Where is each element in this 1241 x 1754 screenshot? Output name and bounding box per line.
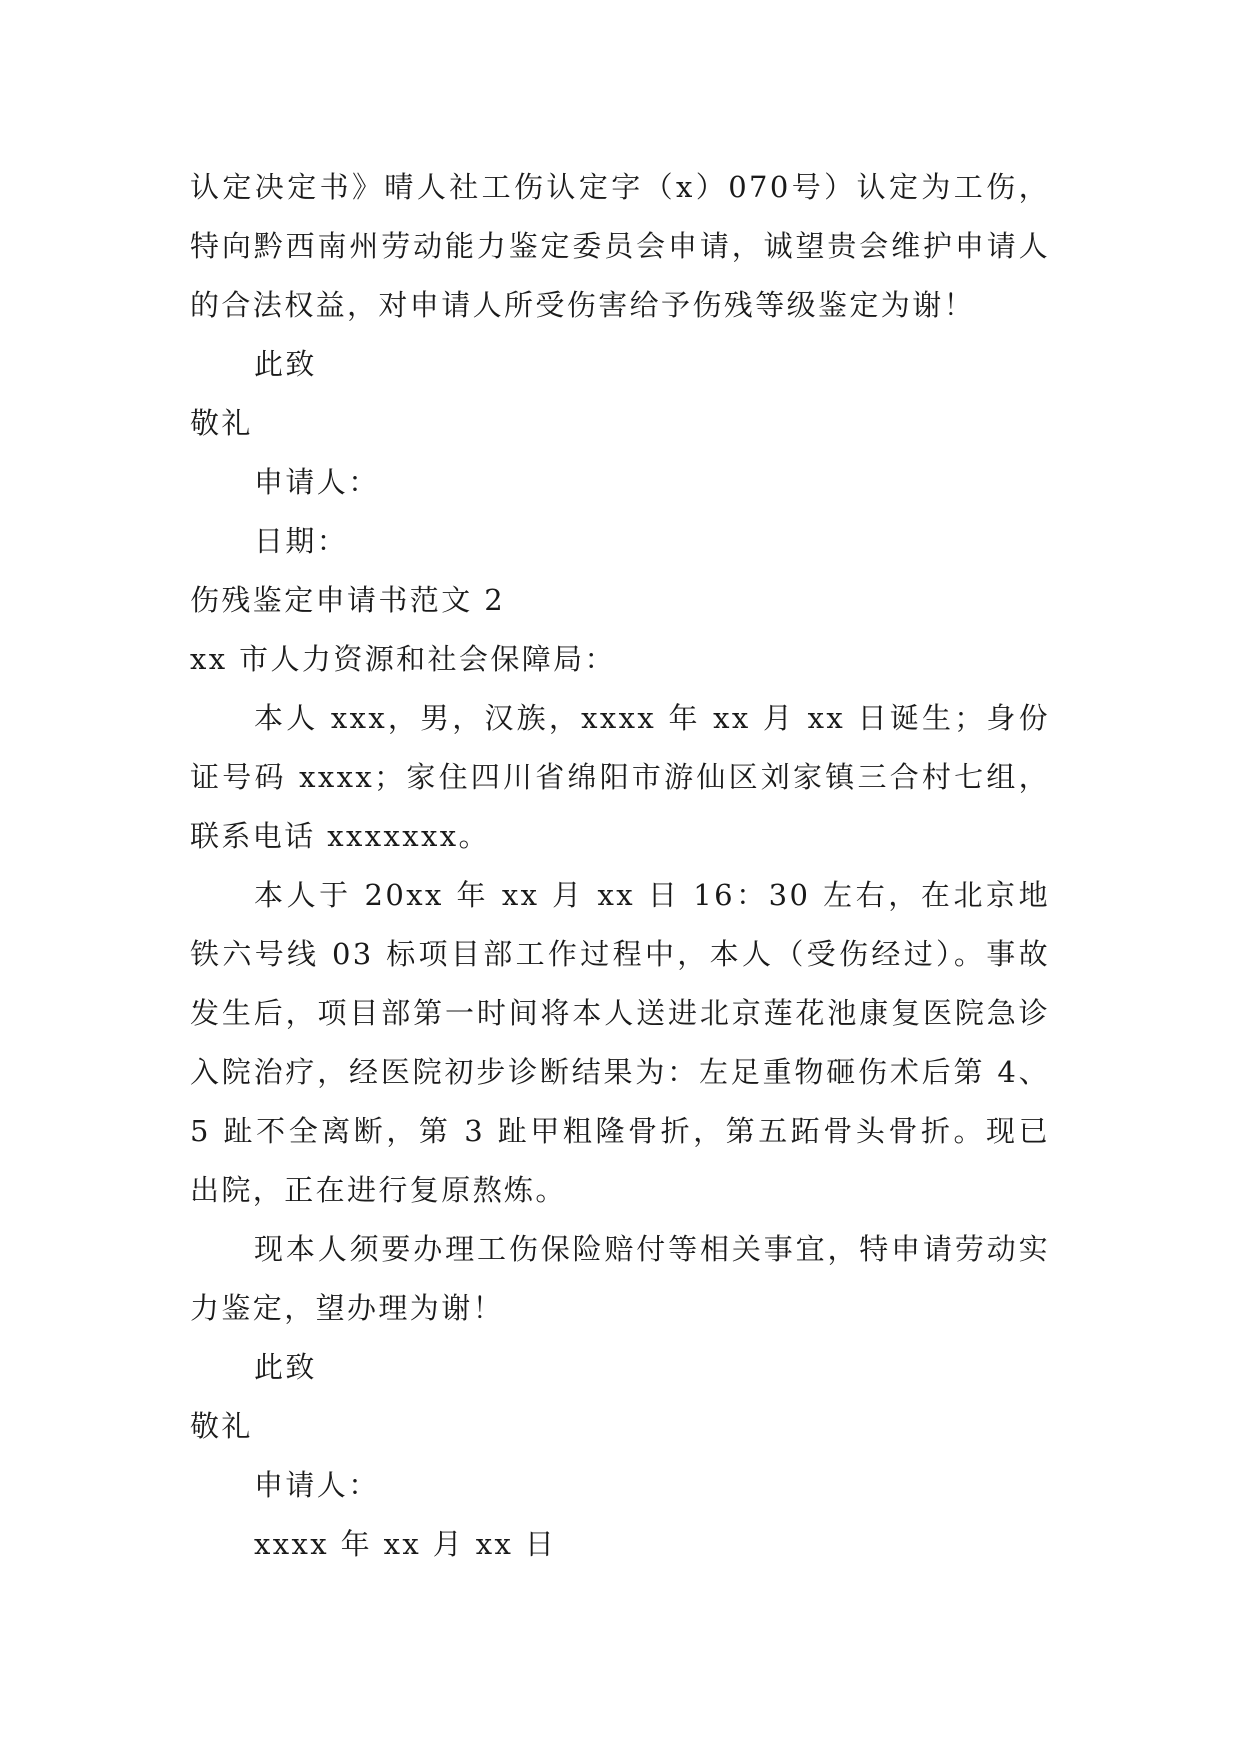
- date-line: xxxx 年 xx 月 xx 日: [254, 1527, 557, 1561]
- section-title: 伤残鉴定申请书范文 2: [190, 583, 506, 617]
- closing-salutation: 此致: [254, 347, 317, 381]
- document-body: [190, 158, 1050, 1574]
- applicant-label: 申请人：: [254, 465, 380, 499]
- paragraph-request: 现本人须要办理工伤保险赔付等相关事宜，特申请劳动实力鉴定，望办理为谢！: [190, 1232, 1050, 1325]
- closing-regards-2: 敬礼: [190, 1409, 253, 1443]
- date-label: 日期：: [254, 524, 349, 558]
- paragraph-incident: 本人于 20xx 年 xx 月 xx 日 16：30 左右，在北京地铁六号线 03 标项目部工作过程中，本人（受伤经过）。事故发生后，项目部第一时间将本人送进北京莲花池康复医院急诊入院治疗，经医院初步诊断结果为：左足重物砸伤术后第 4、5 趾不全离断，第 3 趾甲粗隆骨折，第五跖骨头骨折。现已出院，正在进行复原熬炼。: [190, 878, 1050, 1207]
- closing-regards: 敬礼: [190, 406, 253, 440]
- addressee: xx 市人力资源和社会保障局：: [190, 642, 616, 676]
- closing-salutation-2: 此致: [254, 1350, 317, 1384]
- applicant-label-2: 申请人：: [254, 1468, 380, 1502]
- paragraph-personal-info: 本人 xxx，男，汉族，xxxx 年 xx 月 xx 日诞生；身份证号码 xxxx；家住四川省绵阳市游仙区刘家镇三合村七组，联系电话 xxxxxxx。: [190, 701, 1050, 853]
- paragraph-request-conclusion: 认定决定书》晴人社工伤认定字（x）070号）认定为工伤，特向黔西南州劳动能力鉴定委员会申请，诚望贵会维护申请人的合法权益，对申请人所受伤害给予伤残等级鉴定为谢！: [190, 170, 1050, 322]
